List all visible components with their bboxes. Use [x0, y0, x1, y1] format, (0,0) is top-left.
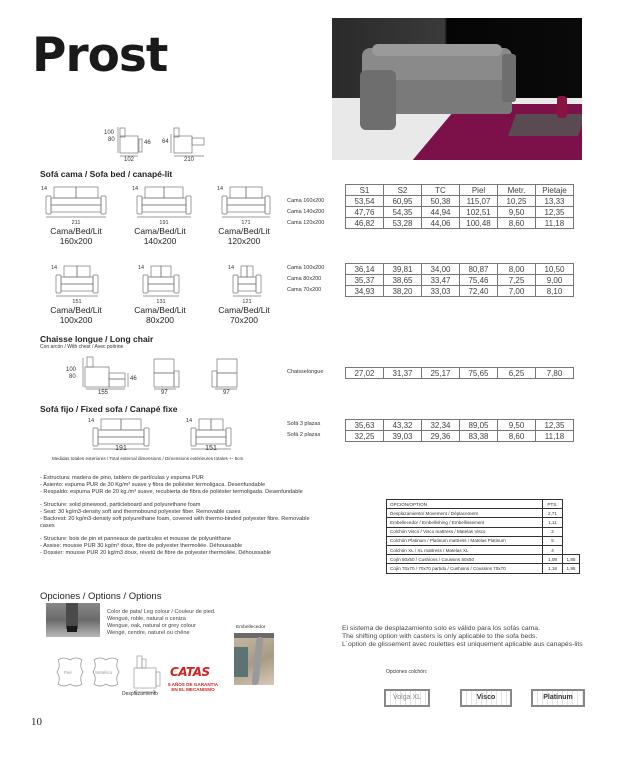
column-header: Metr.: [498, 185, 536, 196]
option-row: [387, 536, 580, 545]
price-cell: 39,03: [384, 431, 422, 442]
dim-width: 131: [156, 299, 166, 305]
dim-head: 14: [132, 186, 139, 192]
chaise-dim-46: 46: [130, 376, 137, 382]
price-cell: 8,60: [498, 431, 536, 442]
dimensions-note: Medidas totales exteriores / Total external dimensions / Dimensions extérieures totales +- 5cm: [52, 456, 244, 461]
price-cell: 75,46: [460, 275, 498, 286]
option-name: Cojín 50x50 / Cushions / Coussins 50x50: [387, 555, 543, 564]
price-cell: 9,50: [498, 420, 536, 431]
dim-width: 121: [242, 299, 252, 305]
caption-size: 80x200: [146, 315, 174, 325]
chaise-dim-100: 100: [66, 367, 77, 373]
price-cell: 33,03: [422, 286, 460, 297]
row-label: Cama 140x200: [287, 209, 325, 215]
spec-line: - Asiento: espuma PUR de 30 Kg/m³ suave y fibra de poliéster termoligaca. Desenfundable: [40, 482, 266, 488]
price-cell: 80,87: [460, 264, 498, 275]
price-cell: 53,54: [346, 196, 384, 207]
price-row: [346, 286, 574, 297]
note-line: The shifting option with casters is only aplicable to the sofa beds.: [342, 633, 538, 640]
option-name: Colchón Platinum / Platinum mattress / Matelas Platinum: [387, 536, 543, 545]
chaise-dim-97b: 97: [223, 390, 230, 396]
chaise-dim-155: 155: [98, 390, 109, 396]
price-cell: 9,00: [536, 275, 574, 286]
page-number: 10: [31, 716, 42, 728]
mattress-options-label: Opciones colchón:: [386, 669, 428, 675]
spec-line: - Backrest: 20 kg/m3-density soft polyurethane foam, covered with thermo-binded polyester fibre. Removable cases: [40, 516, 310, 529]
chaise-diagram: [66, 355, 266, 400]
mattress-volga-xl[interactable]: Volga XL: [384, 689, 430, 707]
side-profile-diagram: [104, 125, 214, 163]
price-cell: 75,65: [460, 368, 498, 379]
option-name: Desplazamiento/ Movement / Déplacement: [387, 509, 543, 518]
price-cell: 8,10: [536, 286, 574, 297]
price-cell: 12,35: [536, 207, 574, 218]
price-cell: 46,82: [346, 218, 384, 229]
price-cell: 38,20: [384, 286, 422, 297]
column-header: S1: [346, 185, 384, 196]
price-cell: 11,18: [536, 218, 574, 229]
price-cell: 53,28: [384, 218, 422, 229]
option-points: 4: [543, 545, 563, 554]
sofa-bed-caption: [124, 305, 196, 325]
spec-line: - Dossier: mousse PUR 20 kg/m3 doux, révetû de fibre de polyester thermoliée. Déhoussable: [40, 550, 272, 556]
spec-line: - Respaldo: espuma PUR de 20 kg./m³ suave, recubierta de fibra de poliéster termoligada. Desenfundable: [40, 489, 303, 495]
dim-head: 14: [186, 418, 193, 424]
price-row-labels: [287, 419, 320, 441]
option-row: [387, 564, 580, 573]
price-cell: 31,37: [384, 368, 422, 379]
chaise-dim-97a: 97: [161, 390, 168, 396]
leg-colour-text: [107, 609, 216, 637]
sofa-bed-diagram: [217, 186, 275, 226]
caption-line: Cama/Bed/Lit: [50, 305, 102, 315]
option-points-table: [386, 499, 580, 574]
dim-width: 151: [205, 445, 217, 452]
sofa-bed-caption: [40, 226, 112, 246]
price-cell: 47,76: [346, 207, 384, 218]
embellecedor-label: Embellecedor: [236, 625, 266, 630]
price-cell: 50,38: [422, 196, 460, 207]
option-points: 1,08: [543, 555, 563, 564]
sofa-bed-heading: Sofá cama / Sofa bed / canapé-lit: [40, 169, 173, 179]
caption-line: Cama/Bed/Lit: [50, 226, 102, 236]
caption-line: Cama/Bed/Lit: [218, 305, 270, 315]
caption-line: Cama/Bed/Lit: [134, 226, 186, 236]
price-row: [346, 196, 574, 207]
warranty-line: EN EL MECANISMO: [171, 687, 215, 693]
price-cell: 35,37: [346, 275, 384, 286]
pts-header: PTS.: [543, 500, 563, 509]
option-points: 1,18: [543, 564, 563, 573]
sofa-front-view-icon: [232, 265, 266, 301]
spec-line: - Estructura: madera de pino, tablero de partículas y espuma PUR: [40, 475, 204, 481]
price-row: [346, 431, 574, 442]
option-row: [387, 509, 580, 518]
option-points: 2: [543, 527, 563, 536]
sofa-bed-diagram: [41, 186, 111, 226]
price-cell: 13,33: [536, 196, 574, 207]
product-title: Prost: [32, 28, 168, 83]
fixed-sofa-diagram: [88, 418, 154, 454]
options-heading: Opciones / Options / Options: [40, 591, 162, 602]
sofa-bed-diagram: [132, 186, 196, 226]
sofa-bed-caption: [40, 305, 112, 325]
price-table: [345, 367, 574, 379]
dim-width: 151: [72, 299, 82, 305]
option-name: Colchón XL / XL mattress / Matelas XL: [387, 545, 543, 554]
leg-colour-line: Wengué, roble, natural o ceniza: [107, 616, 186, 622]
option-header: OPCIÓN/OPTION: [387, 500, 543, 509]
price-cell: 7,80: [536, 368, 574, 379]
price-row-labels: [287, 196, 324, 229]
price-row: [346, 275, 574, 286]
sofa-front-view-icon: [45, 186, 111, 222]
column-header: TC: [422, 185, 460, 196]
spec-spanish: [40, 475, 320, 496]
dim-width: 191: [115, 445, 127, 452]
catas-warranty: [163, 682, 223, 692]
price-cell: 72,40: [460, 286, 498, 297]
caption-size: 140x200: [143, 236, 177, 246]
catas-logo: CATAS: [170, 665, 210, 679]
row-label: Chaisselongue: [287, 369, 324, 375]
leg-colour-line: Wengé, cendre, naturel ou chêne: [107, 630, 190, 636]
option-row: [387, 545, 580, 554]
price-row: [346, 218, 574, 229]
price-cell: 54,35: [384, 207, 422, 218]
sofa-front-view-icon: [136, 186, 196, 222]
spec-line: - Assise: mousse PUR 30 kg/m³ doux, fibre de polyester thermoliée. Déhoussable: [40, 543, 243, 549]
price-cell: 7,00: [498, 286, 536, 297]
price-cell: 60,95: [384, 196, 422, 207]
price-cell: 43,32: [384, 420, 422, 431]
row-label: Cama 80x200: [287, 276, 322, 282]
dim-bed-length: 210: [184, 157, 195, 163]
price-row: [346, 420, 574, 431]
price-cell: 32,25: [346, 431, 384, 442]
price-cell: 7,25: [498, 275, 536, 286]
chaise-heading: Chaisse longue / Long chair: [40, 334, 154, 344]
price-cell: 6,25: [498, 368, 536, 379]
dim-head: 14: [88, 418, 95, 424]
caption-line: Cama/Bed/Lit: [134, 305, 186, 315]
price-cell: 27,02: [346, 368, 384, 379]
desplazamiento-label: Desplazamiento: [122, 691, 158, 697]
price-cell: 8,00: [498, 264, 536, 275]
dim-height-80: 80: [108, 137, 115, 143]
option-points: 1,11: [543, 518, 563, 527]
price-cell: 32,34: [422, 420, 460, 431]
sofa-bed-diagram: [51, 265, 103, 305]
option-points: 5: [543, 536, 563, 545]
dim-seat-46: 46: [144, 140, 151, 146]
note-line: El sistema de desplazamiento solo es válido para los sofás cama.: [342, 625, 540, 632]
price-cell: 34,93: [346, 286, 384, 297]
sintetico-label: Sintético: [95, 670, 113, 675]
option-points-extra: 1,85: [563, 555, 580, 564]
column-header: Piel: [460, 185, 498, 196]
price-cell: 44,94: [422, 207, 460, 218]
spec-english: [40, 502, 320, 530]
price-cell: 9,50: [498, 207, 536, 218]
option-row: [387, 555, 580, 564]
row-label: Sofá 2 plazas: [287, 432, 321, 438]
piel-label: Piel: [64, 670, 72, 675]
spec-line: - Structure: solid pinewood, particleboard and polyurethane foam: [40, 502, 201, 508]
dim-head: 14: [138, 265, 145, 271]
row-label: Cama 100x200: [287, 265, 325, 271]
price-cell: 33,47: [422, 275, 460, 286]
displacement-notes: [342, 625, 583, 649]
leg-colour-line: Color de pata/ Leg colour / Couleur de pied.: [107, 609, 216, 615]
caption-line: Cama/Bed/Lit: [218, 226, 270, 236]
option-name: Colchón Visco / Visco mattress / Matelas Visco: [387, 527, 543, 536]
embellecedor-photo: [234, 633, 274, 685]
option-header-row: [387, 500, 580, 509]
price-cell: 35,63: [346, 420, 384, 431]
price-row: [346, 207, 574, 218]
dim-bed-height: 64: [162, 139, 169, 145]
mattress-visco[interactable]: Visco: [460, 689, 512, 707]
leg-colour-line: Wengue, oak, natural or grey colour: [107, 623, 196, 629]
price-cell: 83,38: [460, 431, 498, 442]
price-row-labels: [287, 263, 324, 296]
dim-head: 14: [41, 186, 48, 192]
chaise-dim-80: 80: [69, 374, 76, 380]
row-label: Sofá 3 plazas: [287, 421, 321, 427]
fixed-sofa-heading: Sofá fijo / Fixed sofa / Canapé fixe: [40, 404, 178, 414]
price-cell: 25,17: [422, 368, 460, 379]
chaise-subheading: Con arcón / With chest / Avec poitrine: [40, 344, 124, 350]
warranty-line: 5 AÑOS DE GARANTIA: [167, 682, 219, 687]
option-points-extra: 1,95: [563, 564, 580, 573]
note-line: L´option de glissement avec roulettes est uniquement aplicable aus canapés-lits: [342, 641, 583, 648]
spec-line: - Seat: 30 kg/m3-density soft and thermobound polyester fiber. Removable cases: [40, 509, 241, 515]
product-photo: [332, 18, 582, 160]
row-label: Cama 160x200: [287, 198, 325, 204]
caption-size: 160x200: [59, 236, 93, 246]
price-row-labels: [287, 367, 323, 378]
price-table: [345, 419, 574, 442]
dim-width: 191: [159, 220, 169, 226]
price-header-row: [346, 185, 574, 196]
price-cell: 89,05: [460, 420, 498, 431]
mattress-platinum[interactable]: Platinum: [531, 689, 585, 707]
caption-size: 70x200: [230, 315, 258, 325]
price-cell: 36,14: [346, 264, 384, 275]
price-cell: 12,35: [536, 420, 574, 431]
option-row: [387, 518, 580, 527]
price-table: [345, 263, 574, 297]
price-cell: 29,36: [422, 431, 460, 442]
row-label: Cama 120x200: [287, 220, 325, 226]
price-cell: 102,51: [460, 207, 498, 218]
dim-width: 171: [241, 220, 251, 226]
price-cell: 34,00: [422, 264, 460, 275]
option-name: Cojín 70x70 / 70x70 partido / Cushions / Coussins 70x70: [387, 564, 543, 573]
column-header: S2: [384, 185, 422, 196]
sofa-bed-caption: [124, 226, 196, 246]
caption-size: 100x200: [59, 315, 93, 325]
spec-line: - Structure: bois de pin et panneaux de particules et mousse de polyuréthane: [40, 536, 231, 542]
dim-head: 14: [217, 186, 224, 192]
specifications: [40, 475, 320, 557]
dim-height-100: 100: [104, 130, 115, 136]
price-cell: 115,07: [460, 196, 498, 207]
price-cell: 8,60: [498, 218, 536, 229]
price-row: [346, 368, 574, 379]
option-name: Embellecedor / Embellishing / Embellissement: [387, 518, 543, 527]
option-row: [387, 527, 580, 536]
price-cell: 44,06: [422, 218, 460, 229]
dim-head: 14: [51, 265, 58, 271]
sofa-front-view-icon: [221, 186, 275, 222]
caption-size: 120x200: [227, 236, 261, 246]
sofa-front-view-icon: [55, 265, 103, 301]
dim-depth-102: 102: [124, 157, 135, 163]
price-table: [345, 184, 574, 229]
spec-french: [40, 536, 320, 557]
sofa-front-view-icon: [142, 265, 184, 301]
sofa-bed-caption: [208, 305, 280, 325]
option-points: 2,71: [543, 509, 563, 518]
displacement-icon: [134, 656, 160, 694]
price-cell: 10,25: [498, 196, 536, 207]
row-label: Cama 70x200: [287, 287, 322, 293]
dim-width: 211: [71, 220, 81, 226]
column-header: Pietaje: [536, 185, 574, 196]
price-cell: 10,50: [536, 264, 574, 275]
price-cell: 39,81: [384, 264, 422, 275]
price-row: [346, 264, 574, 275]
leg-photo: [46, 603, 100, 637]
price-cell: 38,65: [384, 275, 422, 286]
sofa-bed-diagram: [228, 265, 266, 305]
sofa-bed-diagram: [138, 265, 184, 305]
sofa-bed-caption: [208, 226, 280, 246]
dim-head: 14: [228, 265, 235, 271]
price-cell: 11,18: [536, 431, 574, 442]
fixed-sofa-diagram: [186, 418, 236, 454]
price-cell: 100,48: [460, 218, 498, 229]
